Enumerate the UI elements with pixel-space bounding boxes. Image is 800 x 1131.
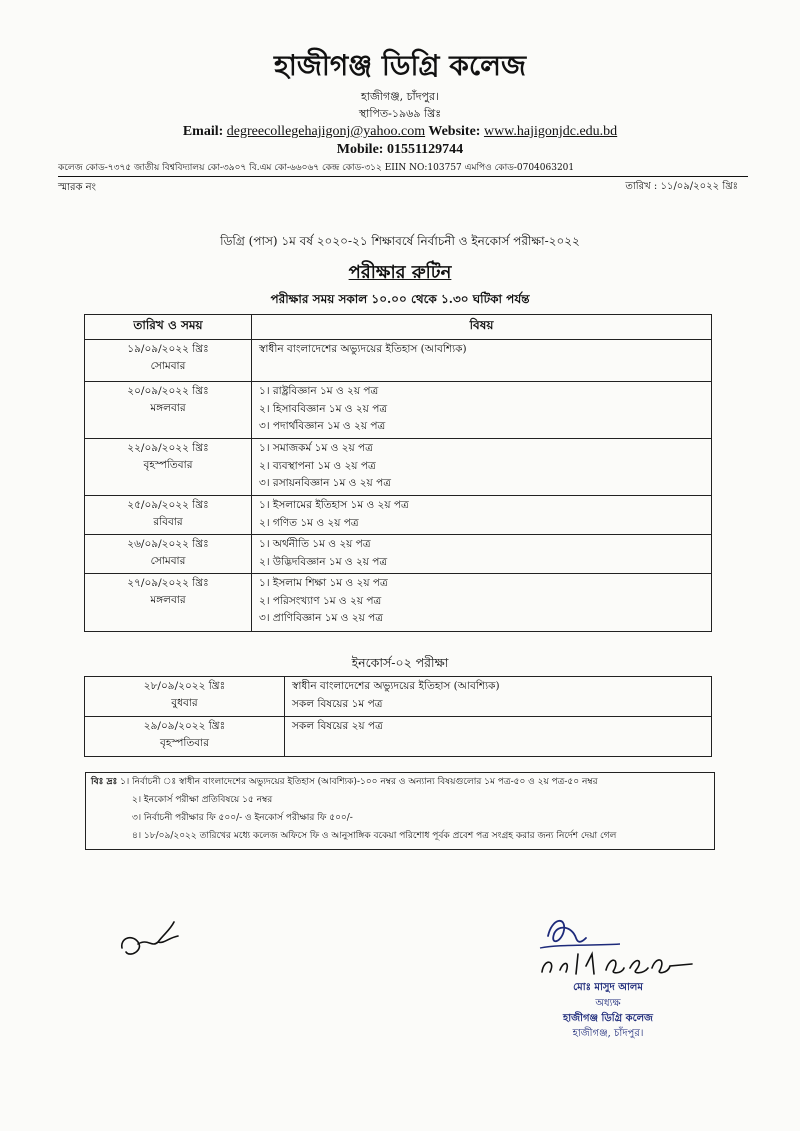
routine-table xyxy=(84,314,712,632)
institution-codes: কলেজ কোড-৭৩৭৫ জাতীয় বিশ্ববিদ্যালয় কো-৩৯০৭ বি.এম কো-৬৬০৬৭ কেন্দ্র কোড-৩১২ EIIN NO:103757 এমপিও কোড-0704063201 xyxy=(58,160,748,177)
date-cell xyxy=(85,535,252,574)
notes-box xyxy=(85,772,715,850)
note-text: ১। নির্বাচনী ঃ স্বাধীন বাংলাদেশের অভ্যুদয়ের ইতিহাস (আবশ্যিক)-১০০ নম্বর ও অন্যান্য বিষয়গুলোর ১ম পত্র-৫০ ও ২য় পত্র-৫০ নম্বর xyxy=(120,777,598,787)
date-cell xyxy=(85,677,285,717)
table-row xyxy=(85,496,712,535)
column-header-date: তারিখ ও সময় xyxy=(85,315,252,340)
note-item: ৩। নির্বাচনী পরীক্ষার ফি ৫০০/- ও ইনকোর্স পরীক্ষার ফি ৫০০/- xyxy=(132,813,353,823)
subject-cell xyxy=(252,340,712,382)
exam-date: ২০/০৯/২০২২ খ্রিঃ xyxy=(127,385,209,397)
subject-item: ২। গণিত ১ম ও ২য় পত্র xyxy=(259,516,359,529)
office-place: হাজীগঞ্জ, চাঁদপুর। xyxy=(572,1028,644,1039)
mobile-number: Mobile: 01551129744 xyxy=(336,142,464,157)
note-item xyxy=(86,773,714,791)
note-item: ২। ইনকোর্স পরীক্ষা প্রতিবিষয়ে ১৫ নম্বর xyxy=(132,795,273,805)
subject-item: সকল বিষয়ের ১ম পত্র xyxy=(292,697,383,710)
date-cell xyxy=(85,340,252,382)
table-row xyxy=(85,677,712,717)
exam-day: বৃহস্পতিবার xyxy=(160,737,209,749)
subject-cell xyxy=(285,717,712,757)
contact-line xyxy=(0,124,800,140)
exam-day: সোমবার xyxy=(150,555,186,567)
principal-designation: অধ্যক্ষ xyxy=(595,998,621,1009)
subject-cell xyxy=(285,677,712,717)
subject-item: ৩। পদার্থবিজ্ঞান ১ম ও ২য় পত্র xyxy=(259,420,386,432)
website-link[interactable]: www.hajigonjdc.edu.bd xyxy=(483,124,618,139)
established-date: স্থাপিত-১৯৬৯ খ্রিঃ xyxy=(358,107,442,120)
exam-title: ডিগ্রি (পাস) ১ম বর্ষ ২০২০-২১ শিক্ষাবর্ষে নির্বাচনী ও ইনকোর্স পরীক্ষা-২০২২ xyxy=(220,234,580,248)
incourse-title: ইনকোর্স-০২ পরীক্ষা xyxy=(351,655,449,670)
exam-day: বৃহস্পতিবার xyxy=(143,459,193,471)
exam-date: ২৫/০৯/২০২২ খ্রিঃ xyxy=(127,499,209,511)
college-name: হাজীগঞ্জ ডিগ্রি কলেজ xyxy=(273,49,526,82)
subject-item: সকল বিষয়ের ২য় পত্র xyxy=(292,720,383,732)
exam-day: বুধবার xyxy=(171,697,198,709)
subject-item: স্বাধীন বাংলাদেশের অভ্যুদয়ের ইতিহাস (আবশ্যিক) xyxy=(292,680,500,692)
subject-cell xyxy=(252,382,712,439)
date-cell xyxy=(85,382,252,439)
exam-date: ২৮/০৯/২০২২ খ্রিঃ xyxy=(143,680,226,692)
subject-item: ৩। রসায়নবিজ্ঞান ১ম ও ২য় পত্র xyxy=(259,477,391,489)
note-item: ৪। ১৮/০৯/২০২২ তারিখের মধ্যে কলেজ অফিসে ফি ও আনুসাঙ্গিক বকেয়া পরিশোধ পূর্বক প্রবেশ পত্র সংগ্রহ করার জন্য নির্দেশ দেয়া গেল xyxy=(132,831,617,841)
subject-item: ১। রাষ্ট্রবিজ্ঞান ১ম ও ২য় পত্র xyxy=(259,385,379,397)
table-row xyxy=(85,717,712,757)
date-cell xyxy=(85,496,252,535)
exam-time: পরীক্ষার সময় সকাল ১০.০০ থেকে ১.৩০ ঘটিকা পর্যন্ত xyxy=(270,292,530,306)
table-row xyxy=(85,535,712,574)
subject-cell xyxy=(252,535,712,574)
office-college: হাজীগঞ্জ ডিগ্রি কলেজ xyxy=(562,1013,653,1024)
subject-item: স্বাধীন বাংলাদেশের অভ্যুদয়ের ইতিহাস (আবশ্যিক) xyxy=(259,343,467,355)
subject-item: ২। হিসাববিজ্ঞান ১ম ও ২য় পত্র xyxy=(259,402,388,415)
principal-signature-icon xyxy=(520,908,700,982)
exam-day: মঙ্গলবার xyxy=(150,594,186,606)
table-row xyxy=(85,382,712,439)
routine-title: পরীক্ষার রুটিন xyxy=(348,262,452,283)
document-date: তারিখ : ১১/০৯/২০২২ খ্রিঃ xyxy=(625,181,738,192)
table-row xyxy=(85,340,712,382)
subject-item: ১। ইসলামের ইতিহাস ১ম ও ২য় পত্র xyxy=(259,499,409,511)
date-cell xyxy=(85,717,285,757)
left-signature-icon xyxy=(118,908,188,972)
subject-item: ৩। প্রাণিবিজ্ঞান ১ম ও ২য় পত্র xyxy=(259,612,383,624)
website-label: Website: xyxy=(428,124,481,139)
reference-number-label: স্মারক নং xyxy=(58,182,96,193)
college-location: হাজীগঞ্জ, চাঁদপুর। xyxy=(361,90,439,103)
table-row xyxy=(85,574,712,632)
date-cell xyxy=(85,574,252,632)
exam-date: ২২/০৯/২০২২ খ্রিঃ xyxy=(127,442,209,454)
table-row xyxy=(85,439,712,496)
exam-day: মঙ্গলবার xyxy=(150,402,186,414)
principal-name: মোঃ মাসুদ আলম xyxy=(573,982,643,993)
subject-cell xyxy=(252,439,712,496)
subject-cell xyxy=(252,496,712,535)
subject-item: ২। ব্যবস্থাপনা ১ম ও ২য় পত্র xyxy=(259,459,376,472)
subject-item: ১। অর্থনীতি ১ম ও ২য় পত্র xyxy=(259,538,371,550)
exam-date: ১৯/০৯/২০২২ খ্রিঃ xyxy=(127,343,209,355)
notes-label: বিঃ দ্রঃ xyxy=(91,777,118,787)
email-link[interactable]: degreecollegehajigonj@yahoo.com xyxy=(226,124,426,139)
exam-date: ২৭/০৯/২০২২ খ্রিঃ xyxy=(127,577,209,589)
date-cell xyxy=(85,439,252,496)
subject-item: ১। সমাজকর্ম ১ম ও ২য় পত্র xyxy=(259,442,373,454)
exam-day: রবিবার xyxy=(153,516,183,528)
subject-item: ২। পরিসংখ্যাণ ১ম ও ২য় পত্র xyxy=(259,594,382,607)
subject-item: ২। উদ্ভিদবিজ্ঞান ১ম ও ২য় পত্র xyxy=(259,555,388,568)
table-header-row xyxy=(85,315,712,340)
subject-item: ১। ইসলাম শিক্ষা ১ম ও ২য় পত্র xyxy=(259,577,388,589)
column-header-subject: বিষয় xyxy=(252,315,712,340)
exam-date: ২৯/০৯/২০২২ খ্রিঃ xyxy=(143,720,226,732)
incourse-table xyxy=(84,676,712,757)
exam-day: সোমবার xyxy=(150,360,186,372)
email-label: Email: xyxy=(182,124,224,139)
subject-cell xyxy=(252,574,712,632)
exam-date: ২৬/০৯/২০২২ খ্রিঃ xyxy=(127,538,209,550)
